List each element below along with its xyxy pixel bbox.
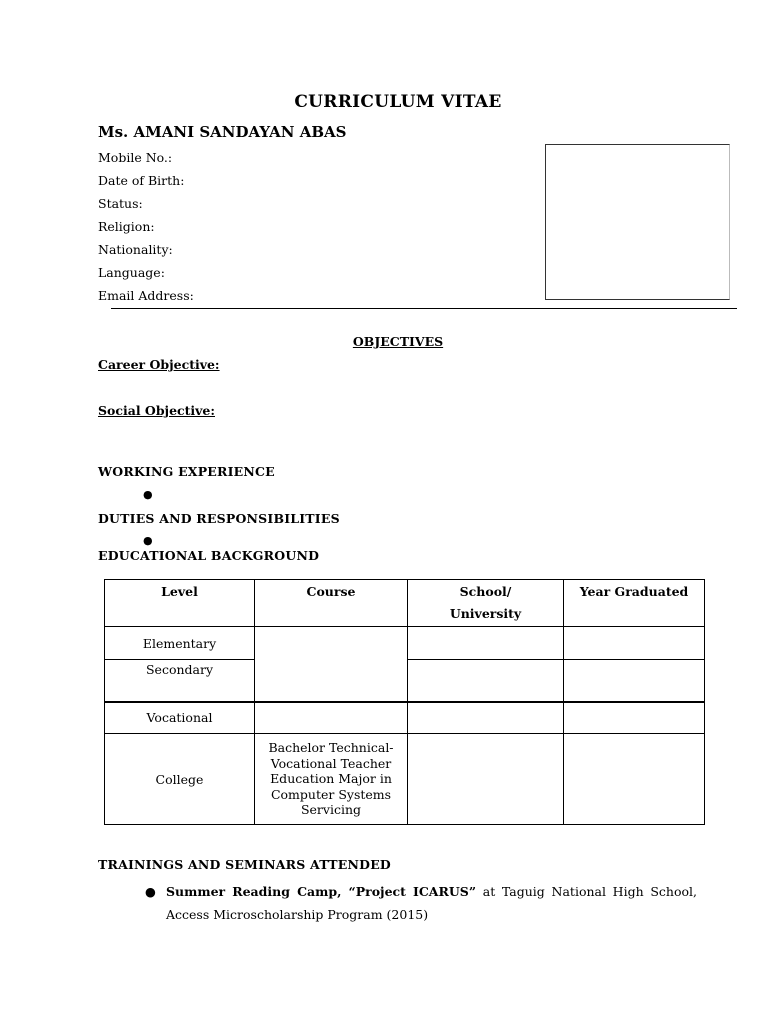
column-header-course: Course: [255, 580, 408, 627]
training-item: [145, 880, 697, 926]
email-field-label: Email Address:: [98, 288, 194, 303]
course-cell-merged: [255, 627, 408, 702]
level-vocational: Vocational: [105, 702, 255, 734]
training-title: Summer Reading Camp, “Project ICARUS”: [166, 884, 477, 899]
header-divider: [111, 308, 737, 309]
column-header-year: Year Graduated: [564, 580, 705, 627]
level-elementary: Elementary: [105, 627, 255, 660]
training-text: [166, 880, 697, 926]
career-objective-label: Career Objective:: [98, 357, 220, 372]
mobile-field-label: Mobile No.:: [98, 150, 173, 165]
level-secondary: Secondary: [105, 660, 255, 702]
working-experience-heading: WORKING EXPERIENCE: [98, 464, 275, 479]
status-field-label: Status:: [98, 196, 143, 211]
duties-bullet: ●: [143, 534, 153, 547]
working-experience-bullet: ●: [143, 488, 153, 501]
course-cell: [255, 702, 408, 734]
year-cell: [564, 702, 705, 734]
document-title: CURRICULUM VITAE: [294, 92, 502, 112]
table-row: [105, 734, 705, 825]
table-row: [105, 627, 705, 660]
school-cell: [408, 660, 564, 702]
school-cell: [408, 702, 564, 734]
trainings-heading: TRAININGS AND SEMINARS ATTENDED: [98, 857, 391, 872]
education-table: [104, 579, 705, 825]
education-heading: EDUCATIONAL BACKGROUND: [98, 548, 320, 563]
training-bullet: ●: [145, 884, 156, 899]
nationality-field-label: Nationality:: [98, 242, 173, 257]
religion-field-label: Religion:: [98, 219, 155, 234]
dob-field-label: Date of Birth:: [98, 173, 185, 188]
objectives-heading: OBJECTIVES: [352, 334, 444, 349]
year-cell: [564, 627, 705, 660]
level-college: College: [105, 734, 255, 825]
year-cell: [564, 734, 705, 825]
language-field-label: Language:: [98, 265, 165, 280]
social-objective-label: Social Objective:: [98, 403, 215, 418]
column-header-school: School/ University: [408, 580, 564, 627]
year-cell: [564, 660, 705, 702]
table-row: [105, 702, 705, 734]
college-course: Bachelor Technical-Vocational Teacher Education Major in Computer Systems Servicing: [255, 734, 408, 825]
training-details: at Taguig National High School, Access Microscholarship Program (2015): [166, 884, 697, 922]
photo-placeholder: [545, 144, 730, 300]
duties-heading: DUTIES AND RESPONSIBILITIES: [98, 511, 340, 526]
school-cell: [408, 627, 564, 660]
table-header-row: [105, 580, 705, 627]
school-cell: [408, 734, 564, 825]
applicant-name: Ms. AMANI SANDAYAN ABAS: [98, 123, 347, 141]
column-header-level: Level: [105, 580, 255, 627]
